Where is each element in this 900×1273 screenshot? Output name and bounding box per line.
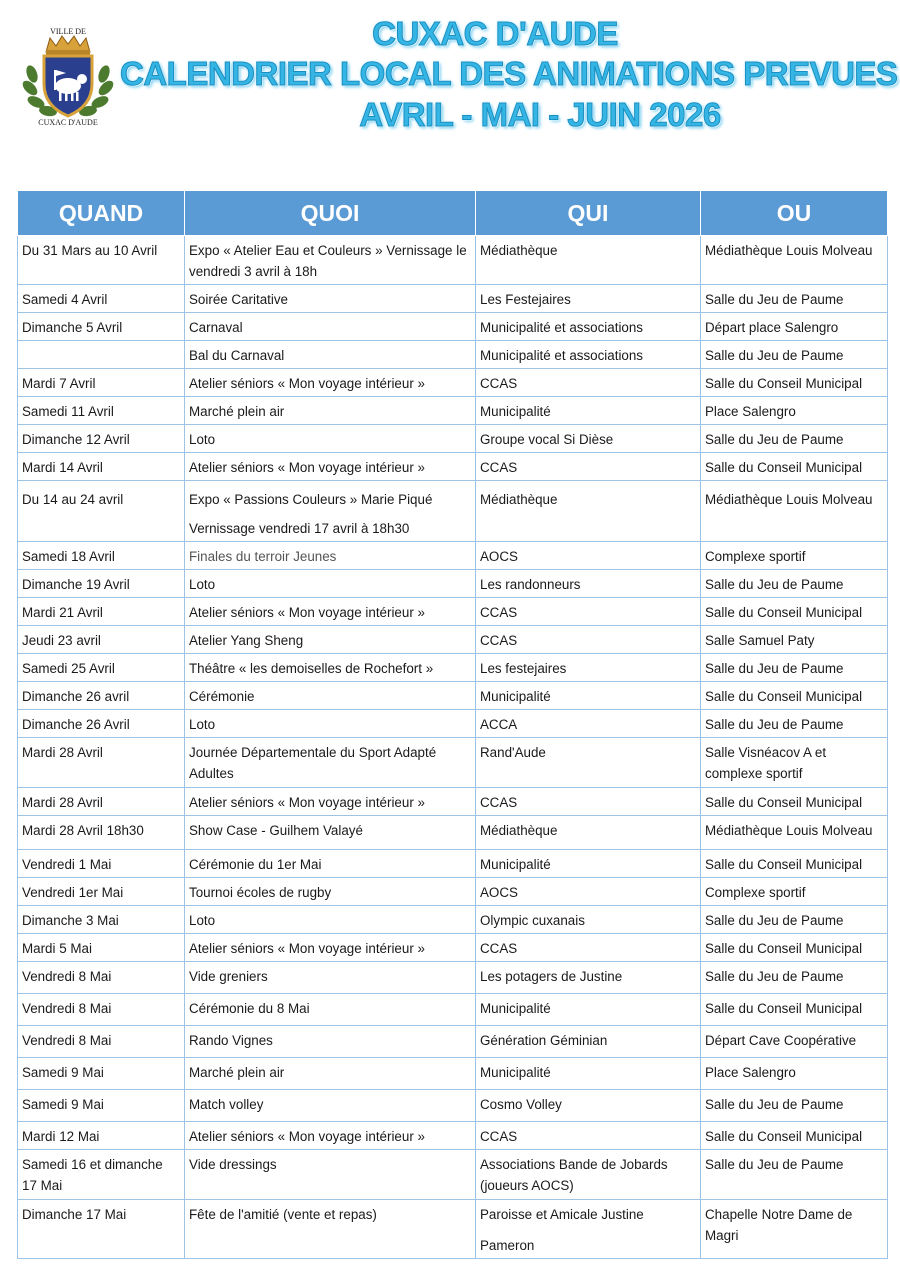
cell-quand: Vendredi 8 Mai	[18, 994, 185, 1026]
table-row	[18, 369, 888, 397]
cell-quoi: Soirée Caritative	[185, 285, 476, 313]
cell-quand: Vendredi 8 Mai	[18, 962, 185, 994]
cell-quoi: Vide greniers	[185, 962, 476, 994]
table-row	[18, 1200, 888, 1259]
cell-ou: Salle du Jeu de Paume	[701, 1090, 888, 1122]
cell-quand: Samedi 4 Avril	[18, 285, 185, 313]
table-row	[18, 1122, 888, 1150]
cell-ou: Médiathèque Louis Molveau	[701, 816, 888, 850]
cell-quoi: Show Case - Guilhem Valayé	[185, 816, 476, 850]
table-row	[18, 850, 888, 878]
cell-quoi: Journée Départementale du Sport Adapté Adultes	[185, 738, 476, 788]
cell-ou: Salle du Jeu de Paume	[701, 341, 888, 369]
cell-qui: Médiathèque	[476, 236, 701, 285]
cell-quand: Dimanche 19 Avril	[18, 570, 185, 598]
cell-ou: Salle du Conseil Municipal	[701, 850, 888, 878]
column-header-qui: QUI	[476, 191, 701, 236]
column-header-quand: QUAND	[18, 191, 185, 236]
table-row	[18, 236, 888, 285]
cell-ou: Salle du Jeu de Paume	[701, 962, 888, 994]
cell-quand: Mardi 7 Avril	[18, 369, 185, 397]
cell-qui: Municipalité	[476, 397, 701, 425]
cell-quand: Dimanche 26 avril	[18, 682, 185, 710]
cell-quoi: Match volley	[185, 1090, 476, 1122]
cell-ou: Complexe sportif	[701, 878, 888, 906]
cell-quand: Samedi 18 Avril	[18, 542, 185, 570]
cell-quand: Dimanche 3 Mai	[18, 906, 185, 934]
table-row	[18, 1090, 888, 1122]
table-row	[18, 570, 888, 598]
cell-qui: AOCS	[476, 542, 701, 570]
table-row	[18, 626, 888, 654]
cell-quand: Dimanche 17 Mai	[18, 1200, 185, 1259]
crown-icon	[46, 36, 90, 55]
cell-quand: Samedi 9 Mai	[18, 1058, 185, 1090]
cell-quoi: Finales du terroir Jeunes	[185, 542, 476, 570]
table-row	[18, 710, 888, 738]
table-row	[18, 994, 888, 1026]
table-row	[18, 397, 888, 425]
cell-ou: Salle du Conseil Municipal	[701, 453, 888, 481]
cell-quand: Du 14 au 24 avril	[18, 481, 185, 542]
cell-ou: Salle du Conseil Municipal	[701, 598, 888, 626]
cell-quoi	[185, 481, 476, 542]
table-row	[18, 598, 888, 626]
cell-qui: Municipalité	[476, 1058, 701, 1090]
cell-qui: ACCA	[476, 710, 701, 738]
cell-qui: Cosmo Volley	[476, 1090, 701, 1122]
cell-qui: AOCS	[476, 878, 701, 906]
town-crest	[18, 26, 118, 126]
cell-qui-main: Paroisse et Amicale Justine	[480, 1207, 644, 1222]
table-row	[18, 425, 888, 453]
cell-quoi: Carnaval	[185, 313, 476, 341]
cell-quoi: Loto	[185, 906, 476, 934]
table-row	[18, 682, 888, 710]
cell-quoi: Cérémonie	[185, 682, 476, 710]
cell-quand: Mardi 28 Avril	[18, 788, 185, 816]
cell-quoi: Atelier séniors « Mon voyage intérieur »	[185, 369, 476, 397]
cell-quand: Vendredi 1er Mai	[18, 878, 185, 906]
cell-quoi: Cérémonie du 1er Mai	[185, 850, 476, 878]
column-header-quoi: QUOI	[185, 191, 476, 236]
cell-qui: Municipalité et associations	[476, 341, 701, 369]
table-row	[18, 341, 888, 369]
table-row	[18, 878, 888, 906]
cell-qui: CCAS	[476, 934, 701, 962]
cell-quoi: Loto	[185, 710, 476, 738]
cell-ou: Salle du Jeu de Paume	[701, 710, 888, 738]
table-row	[18, 906, 888, 934]
table-row	[18, 816, 888, 850]
crest-emblem	[18, 26, 118, 126]
table-row	[18, 1058, 888, 1090]
cell-ou: Salle du Jeu de Paume	[701, 1150, 888, 1200]
cell-ou: Complexe sportif	[701, 542, 888, 570]
cell-quoi: Atelier séniors « Mon voyage intérieur »	[185, 1122, 476, 1150]
cell-qui	[476, 1200, 701, 1259]
cell-quoi: Atelier séniors « Mon voyage intérieur »	[185, 934, 476, 962]
cell-quoi: Vide dressings	[185, 1150, 476, 1200]
cell-ou: Salle du Jeu de Paume	[701, 906, 888, 934]
table-row	[18, 962, 888, 994]
cell-ou: Place Salengro	[701, 1058, 888, 1090]
cell-qui: Municipalité	[476, 850, 701, 878]
cell-quand: Mardi 5 Mai	[18, 934, 185, 962]
cell-ou: Salle du Conseil Municipal	[701, 682, 888, 710]
cell-qui: CCAS	[476, 788, 701, 816]
cell-quand	[18, 341, 185, 369]
table-row	[18, 453, 888, 481]
cell-qui: Médiathèque	[476, 481, 701, 542]
cell-ou: Départ Cave Coopérative	[701, 1026, 888, 1058]
table-header-row	[18, 191, 888, 236]
cell-ou: Place Salengro	[701, 397, 888, 425]
cell-quoi: Bal du Carnaval	[185, 341, 476, 369]
cell-quand: Mardi 28 Avril	[18, 738, 185, 788]
cell-qui: Les randonneurs	[476, 570, 701, 598]
cell-ou: Salle du Conseil Municipal	[701, 788, 888, 816]
cell-qui: Municipalité	[476, 682, 701, 710]
crest-bottom-text: CUXAC D'AUDE	[38, 118, 98, 126]
table-row	[18, 1150, 888, 1200]
cell-quoi: Marché plein air	[185, 397, 476, 425]
cell-quoi: Marché plein air	[185, 1058, 476, 1090]
cell-quoi: Rando Vignes	[185, 1026, 476, 1058]
cell-quoi: Théâtre « les demoiselles de Rochefort »	[185, 654, 476, 682]
cell-quand: Samedi 16 et dimanche 17 Mai	[18, 1150, 185, 1200]
cell-quoi: Loto	[185, 425, 476, 453]
cell-quoi: Atelier séniors « Mon voyage intérieur »	[185, 788, 476, 816]
cell-qui: CCAS	[476, 1122, 701, 1150]
cell-quoi: Fête de l'amitié (vente et repas)	[185, 1200, 476, 1259]
cell-ou: Médiathèque Louis Molveau	[701, 481, 888, 542]
cell-qui: Olympic cuxanais	[476, 906, 701, 934]
cell-quoi: Loto	[185, 570, 476, 598]
cell-qui-sub: Pameron	[480, 1238, 535, 1253]
cell-ou: Salle du Jeu de Paume	[701, 425, 888, 453]
cell-qui: CCAS	[476, 453, 701, 481]
cell-qui: Rand'Aude	[476, 738, 701, 788]
table-row	[18, 788, 888, 816]
cell-qui: Génération Géminian	[476, 1026, 701, 1058]
town-title: CUXAC D'AUDE	[372, 15, 618, 52]
cell-quoi: Atelier Yang Sheng	[185, 626, 476, 654]
table-row	[18, 313, 888, 341]
cell-ou: Salle Samuel Paty	[701, 626, 888, 654]
cell-quoi: Atelier séniors « Mon voyage intérieur »	[185, 598, 476, 626]
cell-ou: Salle du Conseil Municipal	[701, 934, 888, 962]
table-row	[18, 481, 888, 542]
table-row	[18, 738, 888, 788]
cell-qui: Municipalité et associations	[476, 313, 701, 341]
cell-quoi-main: Expo « Passions Couleurs » Marie Piqué	[189, 492, 433, 507]
cell-quand: Mardi 21 Avril	[18, 598, 185, 626]
cell-quoi: Expo « Atelier Eau et Couleurs » Vernissage le vendredi 3 avril à 18h	[185, 236, 476, 285]
column-header-ou: OU	[701, 191, 888, 236]
cell-ou: Salle du Jeu de Paume	[701, 285, 888, 313]
cell-quoi: Tournoi écoles de rugby	[185, 878, 476, 906]
cell-ou: Chapelle Notre Dame de Magri	[701, 1200, 888, 1259]
cell-qui: Médiathèque	[476, 816, 701, 850]
cell-ou: Salle du Jeu de Paume	[701, 570, 888, 598]
cell-quand: Dimanche 12 Avril	[18, 425, 185, 453]
table-row	[18, 1026, 888, 1058]
cell-quand: Dimanche 5 Avril	[18, 313, 185, 341]
cell-quand: Dimanche 26 Avril	[18, 710, 185, 738]
cell-quand: Mardi 28 Avril 18h30	[18, 816, 185, 850]
cell-quand: Mardi 12 Mai	[18, 1122, 185, 1150]
cell-ou: Médiathèque Louis Molveau	[701, 236, 888, 285]
cell-quand: Samedi 9 Mai	[18, 1090, 185, 1122]
cell-quoi: Cérémonie du 8 Mai	[185, 994, 476, 1026]
cell-quoi-sub: Vernissage vendredi 17 avril à 18h30	[189, 521, 410, 536]
cell-quoi: Atelier séniors « Mon voyage intérieur »	[185, 453, 476, 481]
cell-qui: CCAS	[476, 369, 701, 397]
cell-qui: Les festejaires	[476, 654, 701, 682]
cell-qui: CCAS	[476, 626, 701, 654]
table-row	[18, 934, 888, 962]
cell-qui: Groupe vocal Si Dièse	[476, 425, 701, 453]
cell-ou: Départ place Salengro	[701, 313, 888, 341]
cell-quand: Vendredi 1 Mai	[18, 850, 185, 878]
cell-ou: Salle du Conseil Municipal	[701, 1122, 888, 1150]
cell-quand: Jeudi 23 avril	[18, 626, 185, 654]
cell-ou: Salle du Conseil Municipal	[701, 994, 888, 1026]
cell-quand: Du 31 Mars au 10 Avril	[18, 236, 185, 285]
table-row	[18, 285, 888, 313]
calendar-title: CALENDRIER LOCAL DES ANIMATIONS PREVUES	[120, 55, 898, 92]
page-header	[120, 14, 898, 135]
cell-quand: Vendredi 8 Mai	[18, 1026, 185, 1058]
cell-ou: Salle du Jeu de Paume	[701, 654, 888, 682]
period-title: AVRIL - MAI - JUIN 2026	[359, 96, 721, 133]
cell-qui: Les Festejaires	[476, 285, 701, 313]
crest-top-text: VILLE DE	[50, 27, 86, 36]
cell-quand: Samedi 11 Avril	[18, 397, 185, 425]
cell-qui: Associations Bande de Jobards (joueurs AOCS)	[476, 1150, 701, 1200]
cell-qui: Les potagers de Justine	[476, 962, 701, 994]
events-table	[17, 190, 888, 1259]
table-row	[18, 654, 888, 682]
table-row	[18, 542, 888, 570]
cell-ou: Salle du Conseil Municipal	[701, 369, 888, 397]
cell-ou: Salle Visnéacov A et complexe sportif	[701, 738, 888, 788]
cell-quand: Mardi 14 Avril	[18, 453, 185, 481]
cell-quand: Samedi 25 Avril	[18, 654, 185, 682]
cell-qui: CCAS	[476, 598, 701, 626]
cell-qui: Municipalité	[476, 994, 701, 1026]
